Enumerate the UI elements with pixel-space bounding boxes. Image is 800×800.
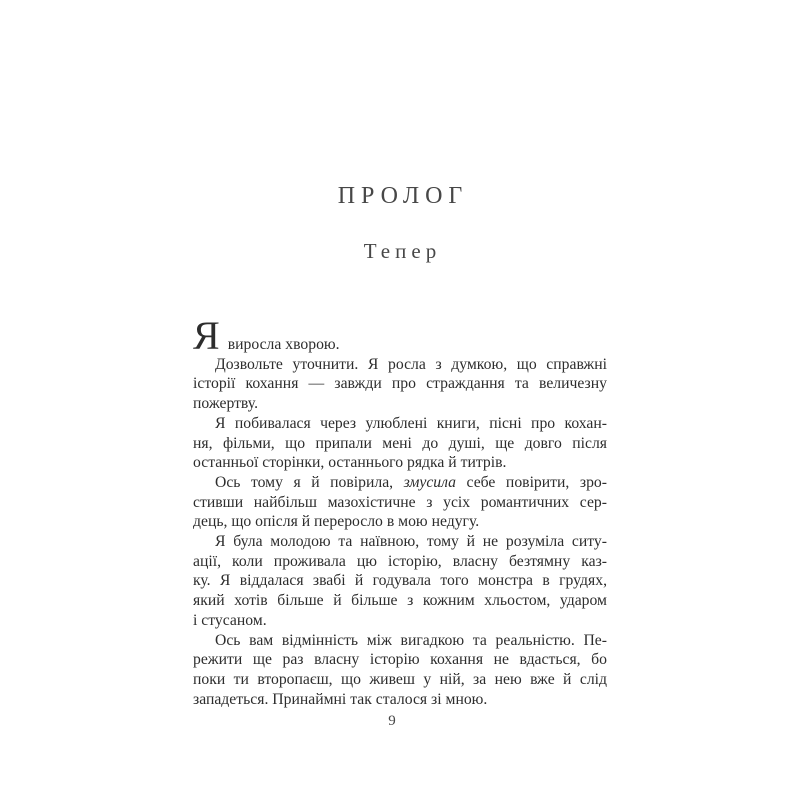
body-line: який хотів більше й більше з кожним хльостом, ударом — [193, 592, 607, 610]
opening-line-text: виросла хворою. — [227, 336, 340, 353]
opening-paragraph — [193, 313, 607, 358]
body-line: стивши найбільш мазохістичне з усіх романтичних сер- — [193, 493, 607, 511]
body-line: пожертву. — [193, 395, 258, 413]
body-line: Я була молодою та наївною, тому й не розуміла ситу- — [215, 533, 607, 551]
body-line: Ось тому я й повірила, змусила себе повірити, зро- — [215, 473, 607, 491]
body-line: ку. Я віддалася звабі й годувала того монстра в грудях, — [193, 572, 607, 590]
body-line: ації, коли проживала цю історію, власну безтямну каз- — [193, 552, 607, 570]
paragraph — [193, 631, 607, 710]
paragraph — [193, 414, 607, 473]
body-line: Ось вам відмінність між вигадкою та реальністю. Пе- — [215, 631, 607, 649]
body-line: історії кохання — завжди про страждання та величезну — [193, 375, 607, 393]
drop-cap-initial: Я — [193, 313, 220, 358]
body-line: поки ти второпаєш, що живеш у ній, за нею вже й слід — [193, 670, 607, 688]
paragraph — [193, 532, 607, 631]
page-number: 9 — [388, 713, 396, 729]
paragraph — [193, 473, 607, 532]
body-line: западеться. Принаймні так сталося зі мною. — [193, 690, 488, 708]
body-line: останньої сторінки, останнього рядка й титрів. — [193, 454, 507, 472]
body-line: і стусаном. — [193, 611, 267, 629]
body-line: режити ще раз власну історію кохання не вдасться, бо — [193, 651, 607, 669]
paragraphs — [193, 355, 607, 710]
chapter-title: ПРОЛОГ — [337, 183, 469, 209]
section-subtitle: Тепер — [363, 239, 442, 263]
body-line: Дозвольте уточнити. Я росла з думкою, що справжні — [215, 355, 607, 373]
body-text — [193, 313, 607, 709]
body-line: Я побивалася через улюблені книги, пісні про кохан- — [215, 414, 607, 432]
paragraph — [193, 355, 607, 414]
body-line: ня, фільми, що припали мені до душі, ще довго після — [193, 434, 607, 452]
body-line: дець, що опісля й переросло в мою недугу. — [193, 513, 480, 531]
